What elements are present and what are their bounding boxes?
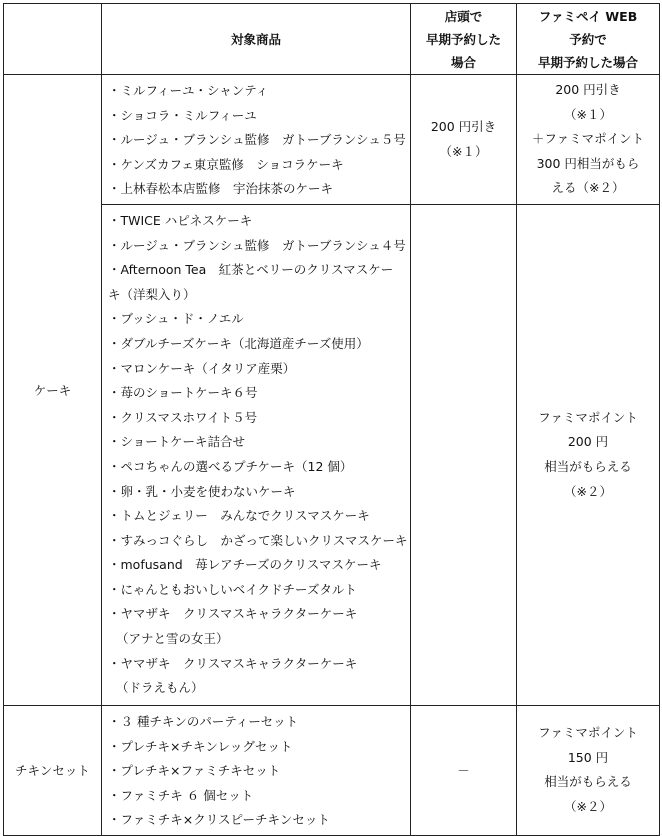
list-item: ・ファミチキ ６ 個セット	[108, 787, 254, 803]
list-item: ・ケンズカフェ東京監修 ショコラケーキ	[108, 156, 344, 172]
category-chicken: チキンセット	[4, 705, 102, 835]
campaign-table	[3, 3, 660, 836]
list-item: キ（洋梨入り）	[108, 286, 196, 302]
table-row	[4, 705, 660, 835]
list-item: ・ペコちゃんの選べるプチケーキ（12 個）	[108, 458, 353, 474]
list-item: ・卵・乳・小麦を使わないケーキ	[108, 483, 296, 499]
list-item: ・Afternoon Tea 紅茶とベリーのクリスマスケー	[108, 262, 394, 278]
list-item: （ドラえもん）	[116, 680, 204, 696]
list-item: ・上林春松本店監修 宇治抹茶のケーキ	[108, 181, 334, 197]
product-list-chicken	[102, 705, 411, 835]
list-item: ・ファミチキ×クリスピーチキンセット	[108, 812, 330, 828]
product-list-premium-cake	[102, 75, 411, 205]
header-store: 店頭で 早期予約した 場合	[411, 4, 517, 75]
table-row	[4, 204, 660, 705]
list-item: （アナと雪の女王）	[116, 631, 229, 647]
list-item: ・ルージュ・ブランシュ監修 ガトーブランシュ４号	[108, 237, 406, 253]
web-discount: 200 円引き （※１） ＋ファミマポイント 300 円相当がもら える（※２）	[517, 75, 660, 205]
list-item: ・ミルフィーユ・シャンティ	[108, 83, 269, 98]
list-item: ・にゃんともおいしいベイクドチーズタルト	[108, 581, 357, 597]
list-item: ・プレチキ×チキンレッグセット	[108, 738, 293, 754]
header-product: 対象商品	[102, 4, 411, 75]
list-item: ・ブッシュ・ド・ノエル	[108, 311, 244, 327]
list-item: ・ヤマザキ クリスマスキャラクターケーキ	[108, 606, 358, 622]
list-item: ・３ 種チキンのパーティーセット	[108, 713, 299, 729]
header-category	[4, 4, 102, 75]
list-item: ・すみっコぐらし かざって楽しいクリスマスケーキ	[108, 532, 408, 548]
list-item: ・ショコラ・ミルフィーユ	[108, 107, 257, 123]
category-cake: ケーキ	[4, 75, 102, 706]
list-item: ・マロンケーキ（イタリア産栗）	[108, 360, 296, 376]
table-row	[4, 75, 660, 205]
header-row	[4, 4, 660, 75]
web-points-chicken: ファミマポイント 150 円 相当がもらえる （※２）	[517, 705, 660, 835]
store-none: －	[411, 705, 517, 835]
list-item: ・トムとジェリー みんなでクリスマスケーキ	[108, 508, 370, 524]
list-item: ・ダブルチーズケーキ（北海道産チーズ使用）	[108, 335, 369, 351]
list-item: ・mofusand 苺レアチーズのクリスマスケーキ	[108, 557, 382, 573]
list-item: ・TWICE ハピネスケーキ	[108, 212, 253, 228]
list-item: ・苺のショートケーキ６号	[108, 385, 258, 401]
list-item: ・クリスマスホワイト５号	[108, 409, 258, 425]
list-item: ・ショートケーキ詰合せ	[108, 434, 246, 450]
list-item: ・プレチキ×ファミチキセット	[108, 763, 281, 779]
list-item: ・ルージュ・ブランシュ監修 ガトーブランシュ５号	[108, 132, 406, 148]
product-list-cake	[102, 204, 411, 705]
header-web: ファミペイ WEB 予約で 早期予約した場合	[517, 4, 660, 75]
web-points-cake: ファミマポイント 200 円 相当がもらえる （※２）	[517, 204, 660, 705]
list-item: ・ヤマザキ クリスマスキャラクターケーキ	[108, 655, 358, 671]
store-empty	[411, 204, 517, 705]
store-discount: 200 円引き （※１）	[411, 75, 517, 205]
